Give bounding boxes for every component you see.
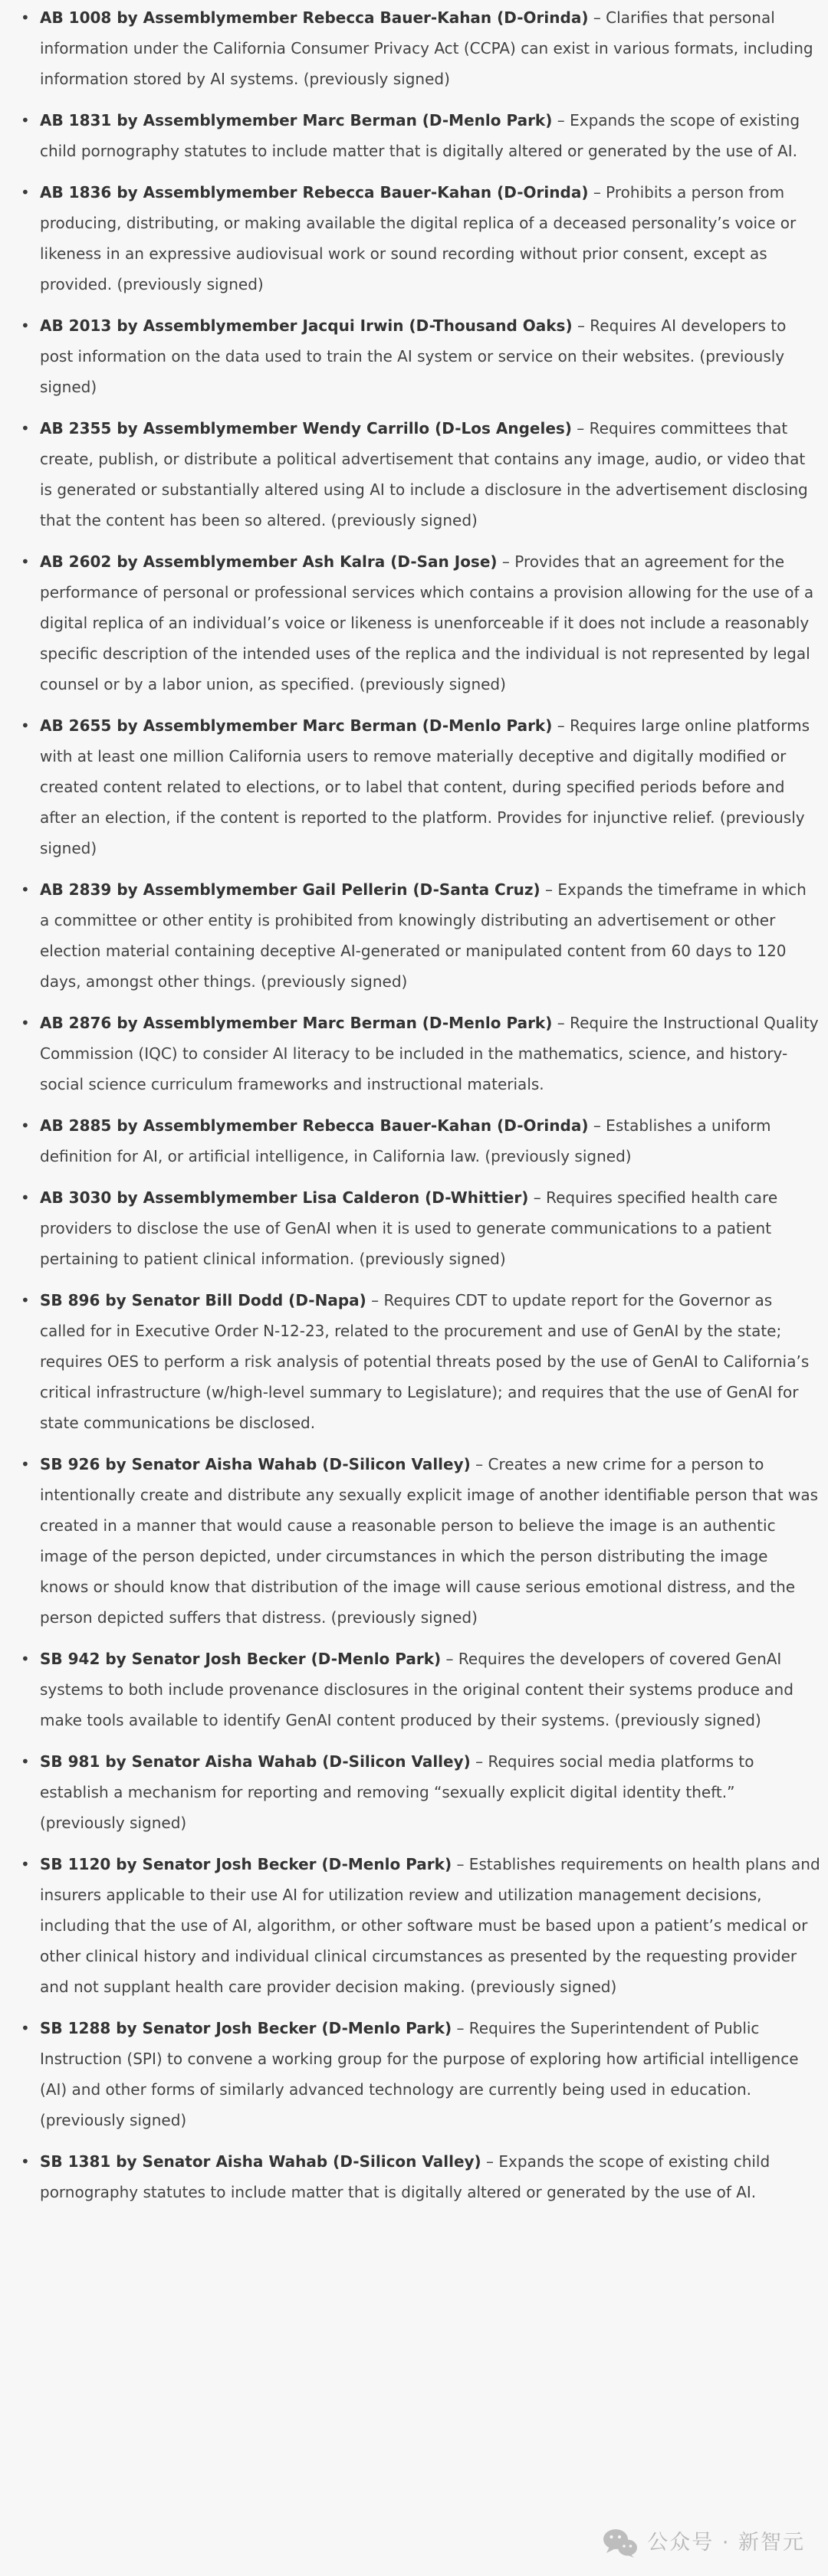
list-item <box>40 1008 820 1100</box>
bill-description: – Prohibits a person from producing, distributing, or making available the digital replica of a deceased personality’s voice or likeness in an expressive audiovisual work or sound recording without prior consent, except as provided. (previously signed) <box>40 183 797 293</box>
bill-title: SB 1120 by Senator Josh Becker (D-Menlo Park) <box>40 1855 452 1873</box>
bill-description: – Expands the timeframe in which a committee or other entity is prohibited from knowingly distributing an advertisement or other election material containing deceptive AI-generated or manipulated content from 60 days to 120 days, amongst other things. (previously signed) <box>40 880 807 991</box>
bill-title: SB 1288 by Senator Josh Becker (D-Menlo Park) <box>40 2019 452 2037</box>
bill-description: – Requires AI developers to post information on the data used to train the AI system or service on their websites. (previously signed) <box>40 316 787 396</box>
list-item <box>40 1285 820 1438</box>
bill-title: SB 896 by Senator Bill Dodd (D-Napa) <box>40 1291 366 1309</box>
list-item <box>40 1182 820 1274</box>
bill-title: SB 926 by Senator Aisha Wahab (D-Silicon Valley) <box>40 1455 471 1473</box>
bill-title: AB 2839 by Assemblymember Gail Pellerin (D-Santa Cruz) <box>40 880 540 899</box>
bill-description: – Requires large online platforms with at least one million California users to remove materially deceptive and digitally modified or created content related to elections, or to label that content, during specified periods before and after an election, if the content is reported to the platform. Provides for injunctive relief. (previously signed) <box>40 716 810 857</box>
bill-title: SB 942 by Senator Josh Becker (D-Menlo Park) <box>40 1650 442 1668</box>
bill-title: AB 1831 by Assemblymember Marc Berman (D-Menlo Park) <box>40 111 553 129</box>
bill-title: AB 1008 by Assemblymember Rebecca Bauer-Kahan (D-Orinda) <box>40 8 589 27</box>
list-item <box>40 2146 820 2207</box>
bill-description: – Clarifies that personal information under the California Consumer Privacy Act (CCPA) can exist in various formats, including information stored by AI systems. (previously signed) <box>40 8 813 88</box>
bill-title: AB 3030 by Assemblymember Lisa Calderon (D-Whittier) <box>40 1188 529 1207</box>
bill-description: – Requires CDT to update report for the Governor as called for in Executive Order N-12-23, related to the procurement and use of GenAI by the state; requires OES to perform a risk analysis of potential threats posed by the use of GenAI to California’s critical infrastructure (w/high-level summary to Legislature); and requires that the use of GenAI for state communications be disclosed. <box>40 1291 810 1432</box>
list-item <box>40 710 820 864</box>
bill-title: AB 2885 by Assemblymember Rebecca Bauer-Kahan (D-Orinda) <box>40 1116 589 1135</box>
list-item <box>40 874 820 997</box>
bill-title: AB 2013 by Assemblymember Jacqui Irwin (D-Thousand Oaks) <box>40 316 573 335</box>
list-item <box>40 413 820 536</box>
bill-description: – Requires social media platforms to establish a mechanism for reporting and removing “sexually explicit digital identity theft.” (previously signed) <box>40 1752 754 1832</box>
list-item <box>40 105 820 166</box>
list-item <box>40 1449 820 1633</box>
watermark-label: 公众号 · 新智元 <box>647 2531 805 2555</box>
list-item <box>40 1746 820 1838</box>
list-item <box>40 310 820 402</box>
bill-title: AB 2655 by Assemblymember Marc Berman (D-Menlo Park) <box>40 716 553 735</box>
bill-description: – Creates a new crime for a person to intentionally create and distribute any sexually explicit image of another identifiable person that was created in a manner that would cause a reasonable person to believe the image is an authentic image of the person depicted, under circumstances in which the person distributing the image knows or should know that distribution of the image will cause serious emotional distress, and the person depicted suffers that distress. (previously signed) <box>40 1455 819 1627</box>
list-item <box>40 177 820 300</box>
bill-description: – Requires the Superintendent of Public Instruction (SPI) to convene a working group for the purpose of exploring how artificial intelligence (AI) and other forms of similarly advanced technology are currently being used in education. (previously signed) <box>40 2019 799 2129</box>
bill-description: – Requires committees that create, publish, or distribute a political advertisement that contains any image, audio, or video that is generated or substantially altered using AI to include a disclosure in the advertisement disclosing that the content has been so altered. (previously signed) <box>40 419 808 529</box>
watermark <box>603 2528 805 2558</box>
bill-title: SB 1381 by Senator Aisha Wahab (D-Silicon Valley) <box>40 2152 481 2171</box>
bill-description: – Expands the scope of existing child pornography statutes to include matter that is digitally altered or generated by the use of AI. <box>40 2152 770 2201</box>
bill-description: – Provides that an agreement for the performance of personal or professional services which contains a provision allowing for the use of a digital replica of an individual’s voice or likeness is unenforceable if it does not include a reasonably specific description of the intended uses of the replica and the individual is not represented by legal counsel or by a labor union, as specified. (previously signed) <box>40 552 814 693</box>
bill-title: AB 2876 by Assemblymember Marc Berman (D-Menlo Park) <box>40 1014 553 1032</box>
bill-description: – Expands the scope of existing child pornography statutes to include matter that is digitally altered or generated by the use of AI. <box>40 111 800 160</box>
list-item <box>40 2013 820 2135</box>
bill-description: – Establishes requirements on health plans and insurers applicable to their use AI for utilization review and utilization management decisions, including that the use of AI, algorithm, or other software must be based upon a patient’s medical or other clinical history and individual clinical circumstances as presented by the requesting provider and not supplant health care provider decision making. (previously signed) <box>40 1855 820 1996</box>
bill-description: – Require the Instructional Quality Commission (IQC) to consider AI literacy to be included in the mathematics, science, and history-social science curriculum frameworks and instructional materials. <box>40 1014 819 1093</box>
bill-title: AB 1836 by Assemblymember Rebecca Bauer-Kahan (D-Orinda) <box>40 183 589 202</box>
bill-description: – Requires the developers of covered GenAI systems to both include provenance disclosures in the original content their systems produce and make tools available to identify GenAI content produced by their systems. (previously signed) <box>40 1650 794 1729</box>
bill-title: SB 981 by Senator Aisha Wahab (D-Silicon Valley) <box>40 1752 471 1771</box>
list-item <box>40 1644 820 1735</box>
list-item <box>40 2 820 94</box>
wechat-icon <box>603 2528 638 2558</box>
bill-title: AB 2602 by Assemblymember Ash Kalra (D-San Jose) <box>40 552 498 571</box>
bill-description: – Establishes a uniform definition for AI, or artificial intelligence, in California law. (previously signed) <box>40 1116 771 1165</box>
bill-description: – Requires specified health care providers to disclose the use of GenAI when it is used to generate communications to a patient pertaining to patient clinical information. (previously signed) <box>40 1188 778 1268</box>
bill-title: AB 2355 by Assemblymember Wendy Carrillo (D-Los Angeles) <box>40 419 572 438</box>
list-item <box>40 1849 820 2002</box>
list-item <box>40 546 820 700</box>
list-item <box>40 1110 820 1172</box>
